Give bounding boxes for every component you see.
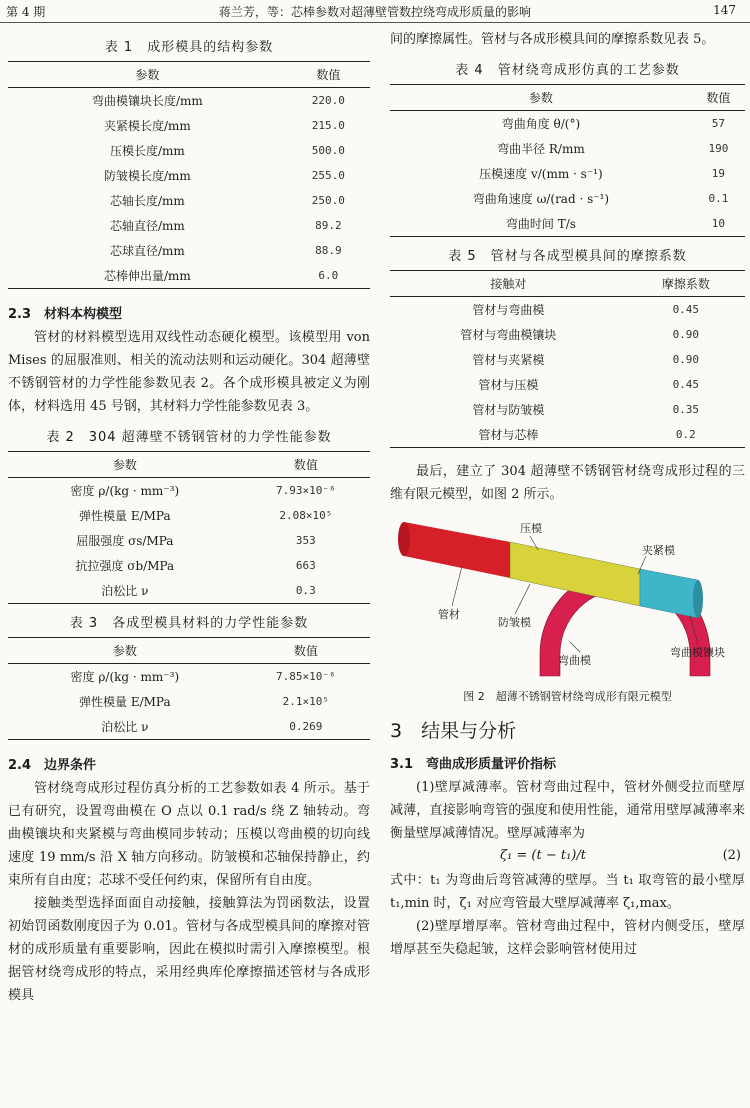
- paragraph: (1)壁厚减薄率。管材弯曲过程中，管材外侧受拉而壁厚减薄，直接影响弯管的强度和使用性能，通常用壁厚减薄率来衡量壁厚减薄情况。壁厚减薄率为: [390, 780, 745, 841]
- value-cell: 500.0: [311, 144, 345, 157]
- paragraph: 式中：t₁ 为弯曲后弯管减薄的壁厚。当 t₁ 取弯管的最小壁厚 t₁,min 时，ζ₁ 对应弯管最大壁厚减薄率 ζ₁,max。: [390, 873, 745, 911]
- table5-header-coef: 摩擦系数: [627, 271, 745, 297]
- value-cell: 0.90: [672, 353, 700, 366]
- paragraph: 接触类型选择面面自动接触，接触算法为罚函数法，设置初始罚函数刚度因子为 0.01。管材与各成型模具间的摩擦对管材的成形质量有重要影响，因此在模拟时需引入摩擦模型。根据管材绕弯成形的特点，采用经典库伦摩擦描述管材与各成形模具: [8, 896, 370, 1003]
- param-cell: 管材与弯曲模镶块: [460, 328, 557, 342]
- param-cell: 芯球直径/mm: [109, 244, 185, 258]
- table1-title: 表 1 成形模具的结构参数: [104, 40, 274, 55]
- value-cell: 7.85×10⁻⁶: [276, 670, 336, 683]
- value-cell: 0.35: [672, 403, 700, 416]
- param-cell: 管材与防皱模: [472, 403, 545, 417]
- value-cell: 0.1: [708, 192, 729, 205]
- table5-header-pair: 接触对: [390, 271, 627, 297]
- table-row: [8, 714, 370, 740]
- param-cell: 芯轴长度/mm: [109, 194, 185, 208]
- table4-header-value: 数值: [692, 85, 745, 111]
- table-row: [8, 478, 370, 504]
- value-cell: 190: [708, 142, 729, 155]
- value-cell: 19: [711, 167, 726, 180]
- table-row: [8, 263, 370, 289]
- table1-header-param: 参数: [8, 62, 287, 88]
- tube-end: [398, 522, 410, 556]
- param-cell: 防皱模长度/mm: [103, 169, 191, 183]
- value-cell: 0.45: [672, 303, 700, 316]
- param-cell: 密度 ρ/(kg · mm⁻³): [70, 484, 180, 498]
- table-row: [8, 188, 370, 213]
- param-cell: 密度 ρ/(kg · mm⁻³): [70, 670, 180, 684]
- table-row: [8, 503, 370, 528]
- param-cell: 泊松比 ν: [8, 714, 242, 740]
- param-cell: 压模速度 v/(mm · s⁻¹): [479, 167, 603, 181]
- value-cell: 0.2: [627, 422, 745, 448]
- table3: [8, 637, 370, 740]
- paragraph: 间的摩擦属性。管材与各成形模具间的摩擦系数见表 5。: [390, 32, 715, 47]
- value-cell: 89.2: [315, 219, 342, 232]
- right-column: [390, 28, 745, 961]
- value-cell: 57: [711, 117, 726, 130]
- param-cell: 弯曲时间 T/s: [390, 211, 692, 237]
- table1: [8, 61, 370, 289]
- table-row: [8, 664, 370, 690]
- table-row: [390, 161, 745, 186]
- table-row: [390, 297, 745, 323]
- section-heading: 2.4 边界条件: [8, 758, 97, 773]
- table5-title: 表 5 管材与各成型模具间的摩擦系数: [448, 249, 687, 264]
- table-row: [390, 347, 745, 372]
- table2-header-value: 数值: [242, 452, 370, 478]
- param-cell: 芯轴直径/mm: [109, 219, 185, 233]
- table-row: [390, 322, 745, 347]
- clamp-die-shape: [640, 569, 698, 618]
- figure-caption: 图 2 超薄不锈钢管材绕弯成形有限元模型: [463, 690, 672, 703]
- table1-header-value: 数值: [287, 62, 370, 88]
- param-cell: 弹性模量 E/MPa: [79, 695, 171, 709]
- param-cell: 抗拉强度 σb/MPa: [75, 559, 175, 573]
- table-row: [8, 578, 370, 604]
- param-cell: 管材与压模: [478, 378, 539, 392]
- page-number: 147: [713, 3, 736, 17]
- table-row: [390, 211, 745, 237]
- table-row: [390, 372, 745, 397]
- table4-header-param: 参数: [390, 85, 692, 111]
- param-cell: 管材与芯棒: [390, 422, 627, 448]
- table3-header-param: 参数: [8, 638, 242, 664]
- running-title: 蒋兰芳，等：芯棒参数对超薄壁管数控绕弯成形质量的影响: [218, 5, 531, 19]
- value-cell: 0.3: [242, 578, 370, 604]
- figure2: [390, 514, 745, 684]
- equation-number: (2): [722, 848, 741, 863]
- value-cell: 220.0: [311, 94, 345, 107]
- table-row: [8, 238, 370, 263]
- paragraph: 管材绕弯成形过程仿真分析的工艺参数如表 4 所示。基于已有研究，设置弯曲模在 O 点以 0.1 rad/s 绕 Z 轴转动。弯曲模镶块和夹紧模与弯曲模同步转动；压模以弯曲模的切向线速度 19 mm/s 沿 X 轴方向移动。防皱模和芯轴保持静止，约束所有自由度；芯球不受任何约束，保留所有自由度。: [8, 781, 370, 888]
- clamp-end: [693, 580, 703, 618]
- table-row: [8, 213, 370, 238]
- table-row: [8, 163, 370, 188]
- param-cell: 管材与弯曲模: [472, 303, 545, 317]
- tube-red-shape: [404, 522, 510, 578]
- table-row: [8, 88, 370, 114]
- param-cell: 管材与夹紧模: [472, 353, 545, 367]
- param-cell: 弯曲半径 R/mm: [497, 142, 585, 156]
- table-row: [390, 397, 745, 422]
- value-cell: 2.08×10⁵: [279, 509, 333, 522]
- value-cell: 0.45: [672, 378, 700, 391]
- param-cell: 弯曲模镶块长度/mm: [91, 94, 203, 108]
- table5: [390, 270, 745, 448]
- paragraph: (2)壁厚增厚率。管材弯曲过程中，管材内侧受压，壁厚增厚甚至失稳起皱，这样会影响管材使用过: [390, 919, 745, 957]
- equation-formula: ζ₁ = (t − t₁)/t: [500, 848, 586, 863]
- param-cell: 泊松比 ν: [8, 578, 242, 604]
- table3-header-value: 数值: [242, 638, 370, 664]
- table-row: [8, 528, 370, 553]
- value-cell: 0.269: [242, 714, 370, 740]
- table4-title: 表 4 管材绕弯成形仿真的工艺参数: [455, 63, 680, 78]
- value-cell: 10: [692, 211, 745, 237]
- param-cell: 弯曲角速度 ω/(rad · s⁻¹): [472, 192, 610, 206]
- value-cell: 353: [295, 534, 316, 547]
- value-cell: 7.93×10⁻⁶: [276, 484, 336, 497]
- table3-title: 表 3 各成型模具材料的力学性能参数: [69, 616, 309, 631]
- value-cell: 255.0: [311, 169, 345, 182]
- value-cell: 0.90: [672, 328, 700, 341]
- value-cell: 88.9: [315, 244, 342, 257]
- section-heading: 2.3 材料本构模型: [8, 307, 123, 322]
- chapter-heading: 3 结果与分析: [390, 720, 517, 742]
- table-row: [8, 138, 370, 163]
- value-cell: 2.1×10⁵: [282, 695, 330, 708]
- table2-title: 表 2 304 超薄壁不锈钢管材的力学性能参数: [46, 430, 332, 445]
- table-row: [8, 113, 370, 138]
- param-cell: 弯曲角度 θ/(°): [501, 117, 581, 131]
- label-clamp-die: 夹紧模: [642, 544, 675, 557]
- label-wiper-die: 防皱模: [498, 616, 531, 629]
- param-cell: 压模长度/mm: [109, 144, 185, 158]
- page-header: [0, 0, 750, 23]
- label-pressure-die: 压模: [520, 522, 542, 535]
- label-tube: 管材: [438, 608, 460, 621]
- table-row: [8, 553, 370, 578]
- label-bend-die: 弯曲模: [558, 654, 591, 667]
- table-row: [8, 689, 370, 714]
- value-cell: 215.0: [311, 119, 345, 132]
- param-cell: 弹性模量 E/MPa: [79, 509, 171, 523]
- table4: [390, 84, 745, 237]
- table-row: [390, 186, 745, 211]
- value-cell: 250.0: [311, 194, 345, 207]
- param-cell: 夹紧模长度/mm: [103, 119, 191, 133]
- table-row: [390, 422, 745, 448]
- value-cell: 6.0: [287, 263, 370, 289]
- paragraph: 管材的材料模型选用双线性动态硬化模型。该模型用 von Mises 的屈服准则、相关的流动法则和运动硬化。304 超薄壁不锈钢管材的力学性能参数见表 2。各个成形模具被定义为刚体，材料选用 45 号钢，其材料力学性能参数见表 3。: [8, 330, 370, 414]
- section-heading: 3.1 弯曲成形质量评价指标: [390, 757, 557, 772]
- issue-number: 第 4 期: [6, 5, 46, 19]
- param-cell: 屈服强度 σs/MPa: [76, 534, 174, 548]
- paragraph: 最后，建立了 304 超薄壁不锈钢管材绕弯成形过程的三维有限元模型，如图 2 所示。: [390, 464, 745, 502]
- table2: [8, 451, 370, 604]
- equation: [390, 845, 745, 869]
- table-row: [390, 136, 745, 161]
- param-cell: 芯棒伸出量/mm: [8, 263, 287, 289]
- table-row: [390, 111, 745, 137]
- left-column: [8, 28, 370, 1007]
- value-cell: 663: [295, 559, 316, 572]
- table2-header-param: 参数: [8, 452, 242, 478]
- label-bend-insert: 弯曲模镶块: [670, 646, 725, 659]
